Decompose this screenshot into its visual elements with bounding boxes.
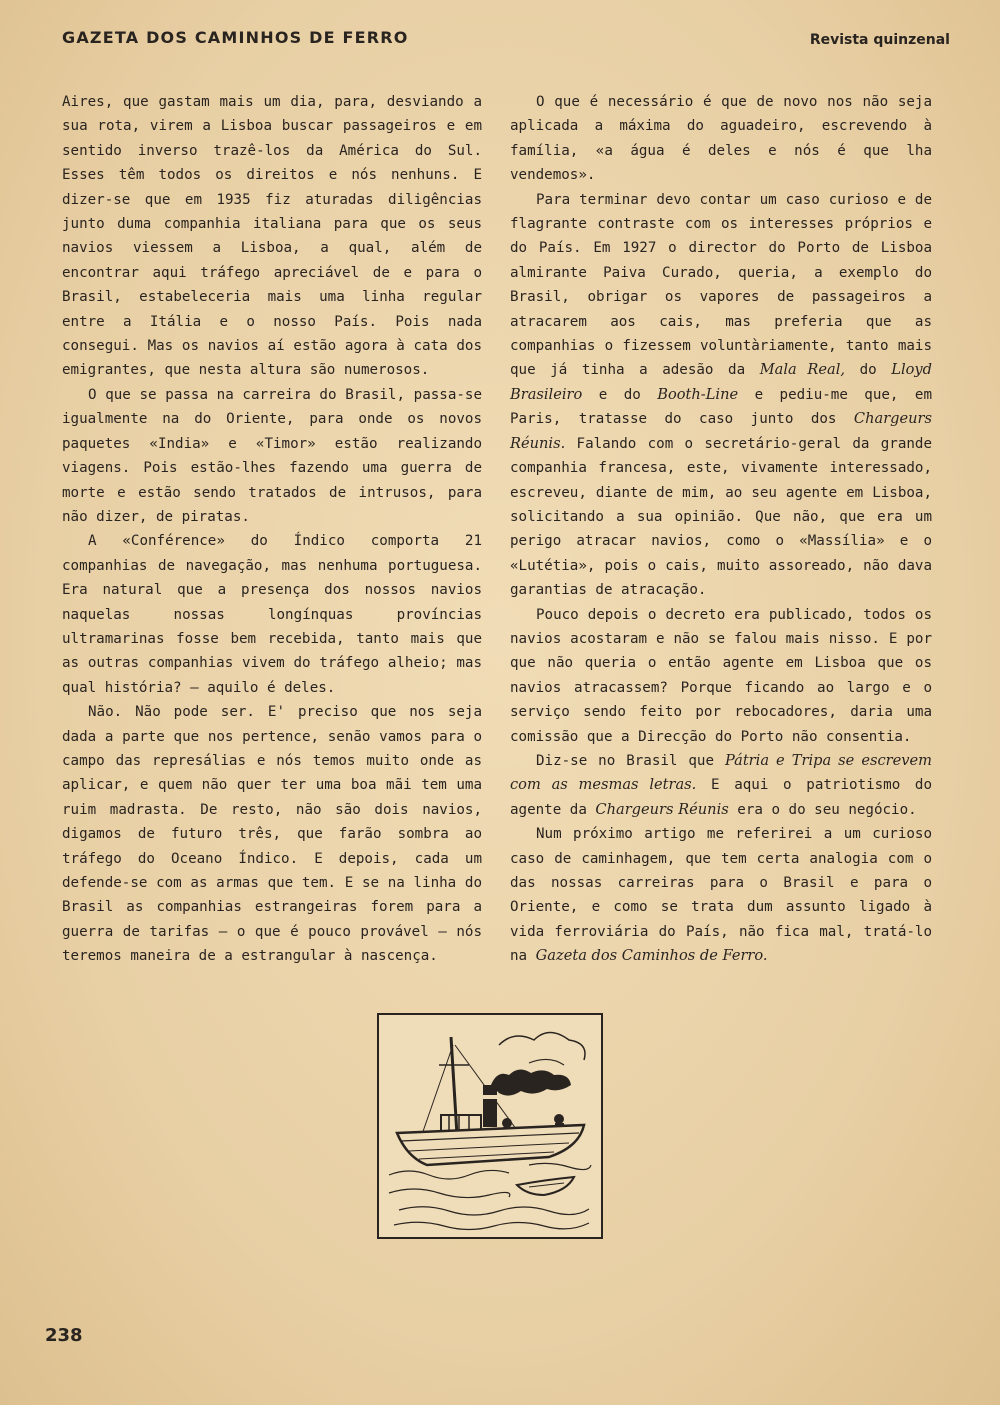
italic-company-name: Chargeurs Réunis. bbox=[510, 410, 933, 452]
text-run: Falando com o secretário-geral da grande companhia francesa, este, vivamente interessado, escreveu, diante de mim, ao seu agente em Lisboa, solicitando a sua opinião. Que não, que era um perigo atracar navios, como o «Massília» e o «Lutétia», pois o cais, muito assoreado, não dava garantias de atracação. bbox=[510, 435, 932, 599]
left-column bbox=[62, 90, 482, 969]
italic-company-name: Mala Real, bbox=[759, 361, 846, 379]
right-column bbox=[510, 90, 932, 969]
text-run: e do bbox=[598, 386, 641, 403]
text-run: Diz-se no Brasil que bbox=[536, 752, 715, 769]
italic-company-name: Lloyd Brasileiro bbox=[510, 361, 933, 403]
steamboat-illustration-svg bbox=[379, 1015, 601, 1237]
italic-company-name: Booth-Line bbox=[657, 385, 739, 403]
right-paragraph-4 bbox=[510, 749, 932, 822]
running-header-title: GAZETA DOS CAMINHOS DE FERRO bbox=[62, 28, 409, 47]
page-number: 238 bbox=[45, 1325, 83, 1346]
right-paragraph-1: O que é necessário é que de novo nos não seja aplicada a máxima do aguadeiro, escrevendo à família, «a água é deles e nós é que lha vendemos». bbox=[510, 94, 932, 184]
text-run: era o do seu negócio. bbox=[737, 801, 917, 818]
right-paragraph-5 bbox=[510, 822, 932, 968]
right-paragraph-3: Pouco depois o decreto era publicado, todos os navios acostaram e não se falou mais nisso. E por que não queria o então agente em Lisboa que os navios atracassem? Porque ficando ao largo e o serviço sendo feito por rebocadores, daria uma comissão que a Direcção do Porto não consentia. bbox=[510, 606, 932, 745]
left-paragraph-1: Aires, que gastam mais um dia, para, desviando a sua rota, virem a Lisboa buscar passageiros e em sentido inverso trazê-los da América do Sul. Esses têm todos os direitos e nós nenhuns. E dizer-se que em 1935 fiz aturadas diligências junto duma companhia italiana para que os seus navios viessem a Lisboa, a qual, além de encontrar aqui tráfego apreciável de e para o Brasil, estabeleceria mais uma linha regular entre a Itália e o nosso País. Pois nada consegui. Mas os navios aí estão agora à cata dos emigrantes, que nesta altura são numerosos. bbox=[62, 94, 482, 379]
running-header-section: Revista quinzenal bbox=[809, 32, 950, 48]
left-paragraph-3: A «Conférence» do Índico comporta 21 companhias de navegação, mas nenhuma portuguesa. Era natural que a presença dos nossos navios naquelas nossas longínquas províncias ultramarinas fosse bem recebida, tanto mais que as outras companhias vivem do tráfego alheio; mas qual história? — aquilo é deles. bbox=[62, 533, 482, 696]
italic-publication-name: Gazeta dos Caminhos de Ferro. bbox=[535, 947, 768, 965]
left-paragraph-4: Não. Não pode ser. E' preciso que nos seja dada a parte que nos pertence, senão vamos para o campo das represálias e nós temos muito onde as aplicar, e quem não quer ter uma boa mãi tem uma ruim madrasta. De resto, não são dois navios, digamos de futuro três, que farão sombra ao tráfego do Oceano Índico. E depois, cada um defende-se com as armas que tem. E se na linha do Brasil as companhias estrangeiras forem para a guerra de tarifas — o que é pouco provável — nós teremos maneira de a estrangular à nascença. bbox=[62, 704, 482, 965]
left-paragraph-2: O que se passa na carreira do Brasil, passa-se igualmente na do Oriente, para onde os novos paquetes «India» e «Timor» estão realizando viagens. Pois estão-lhes fazendo uma guerra de morte e estão sendo tratados de intrusos, para não dizer, de piratas. bbox=[62, 386, 482, 525]
text-run: Num próximo artigo me referirei a um curioso caso de caminhagem, que tem certa analogia com o das nossas carreiras para o Brasil e para o Oriente, e como se trata dum assunto ligado à vida ferroviária do País, não fica mal, tratá-lo na bbox=[510, 826, 932, 965]
italic-quote: Pátria e Tripa se escrevem com as mesmas letras. bbox=[510, 751, 932, 794]
right-paragraph-2 bbox=[510, 188, 932, 603]
text-run: do bbox=[859, 362, 877, 379]
steamboat-woodcut-icon bbox=[377, 1013, 603, 1239]
text-run: e pediu-me que, em Paris, tratasse do caso junto dos bbox=[510, 386, 932, 428]
italic-company-name: Chargeurs Réunis bbox=[595, 800, 729, 818]
text-run: Para terminar devo contar um caso curioso e de flagrante contraste com os interesses próprios e do País. Em 1927 o director do Porto de Lisboa almirante Paiva Curado, queria, a exemplo do Brasil, obrigar os vapores de passageiros a atracarem aos cais, mas preferia que as companhias o fizessem voluntàriamente, tanto mais que já tinha a adesão da bbox=[510, 191, 932, 379]
text-run: E aqui o patriotismo do agente da bbox=[510, 777, 932, 818]
